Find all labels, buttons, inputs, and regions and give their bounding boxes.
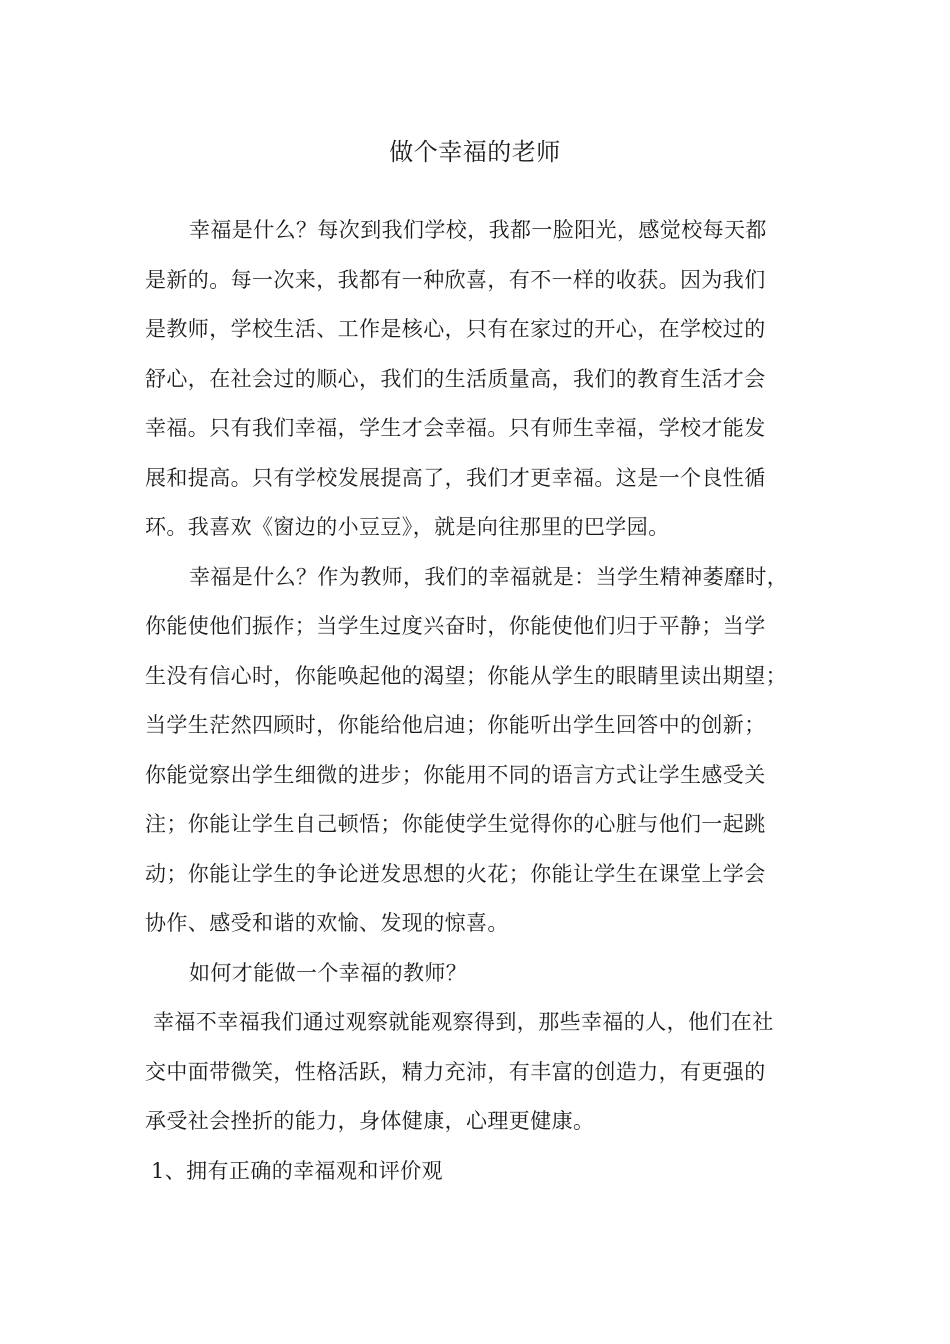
paragraph-2-line-1: 幸福是什么？作为教师，我们的幸福就是：当学生精神萎靡时，: [189, 564, 789, 589]
paragraph-4-line-1: 幸福不幸福我们通过观察就能观察得到，那些幸福的人，他们在社: [153, 1010, 774, 1034]
paragraph-1-line-6: 展和提高。只有学校发展提高了，我们才更幸福。这是一个良性循: [145, 465, 766, 490]
document-body: [145, 206, 810, 1196]
paragraph-3-line-1: 如何才能做一个幸福的教师？: [189, 960, 468, 985]
paragraph-4-line-2: 交中面带微笑，性格活跃，精力充沛，有丰富的创造力，有更强的: [145, 1059, 766, 1084]
paragraph-2-line-3: 生没有信心时，你能唤起他的渴望；你能从学生的眼睛里读出期望；: [145, 663, 787, 688]
paragraph-1-line-7: 环。我喜欢《窗边的小豆豆》，就是向往那里的巴学园。: [145, 515, 670, 539]
paragraph-2-line-8: 协作、感受和谐的欢愉、发现的惊喜。: [145, 911, 509, 935]
paragraph-1-line-3: 是教师，学校生活、工作是核心，只有在家过的开心，在学校过的: [145, 317, 766, 341]
list-item-1: 1、拥有正确的幸福观和评价观: [151, 1158, 443, 1183]
paragraph-2-line-6: 注；你能让学生自己顿悟；你能使学生觉得你的心脏与他们一起跳: [145, 812, 766, 836]
paragraph-2-line-2: 你能使他们振作；当学生过度兴奋时，你能使他们归于平静；当学: [145, 614, 766, 638]
paragraph-2-line-4: 当学生茫然四顾时，你能给他启迪；你能听出学生回答中的创新；: [145, 713, 766, 737]
paragraph-1-line-2: 是新的。每一次来，我都有一种欣喜，有不一样的收获。因为我们: [145, 267, 766, 292]
paragraph-4-line-3: 承受社会挫折的能力，身体健康，心理更健康。: [145, 1109, 595, 1133]
paragraph-2-line-7: 动；你能让学生的争论迸发思想的火花；你能让学生在课堂上学会: [145, 861, 766, 886]
page-title: 做个幸福的老师: [389, 138, 561, 166]
paragraph-1-line-4: 舒心，在社会过的顺心，我们的生活质量高，我们的教育生活才会: [145, 366, 766, 391]
paragraph-2-line-5: 你能觉察出学生细微的进步；你能用不同的语言方式让学生感受关: [145, 762, 766, 787]
paragraph-1-line-5: 幸福。只有我们幸福，学生才会幸福。只有师生幸福，学校才能发: [145, 416, 766, 440]
paragraph-1-line-1: 幸福是什么？每次到我们学校，我都一脸阳光，感觉校每天都: [189, 218, 767, 242]
